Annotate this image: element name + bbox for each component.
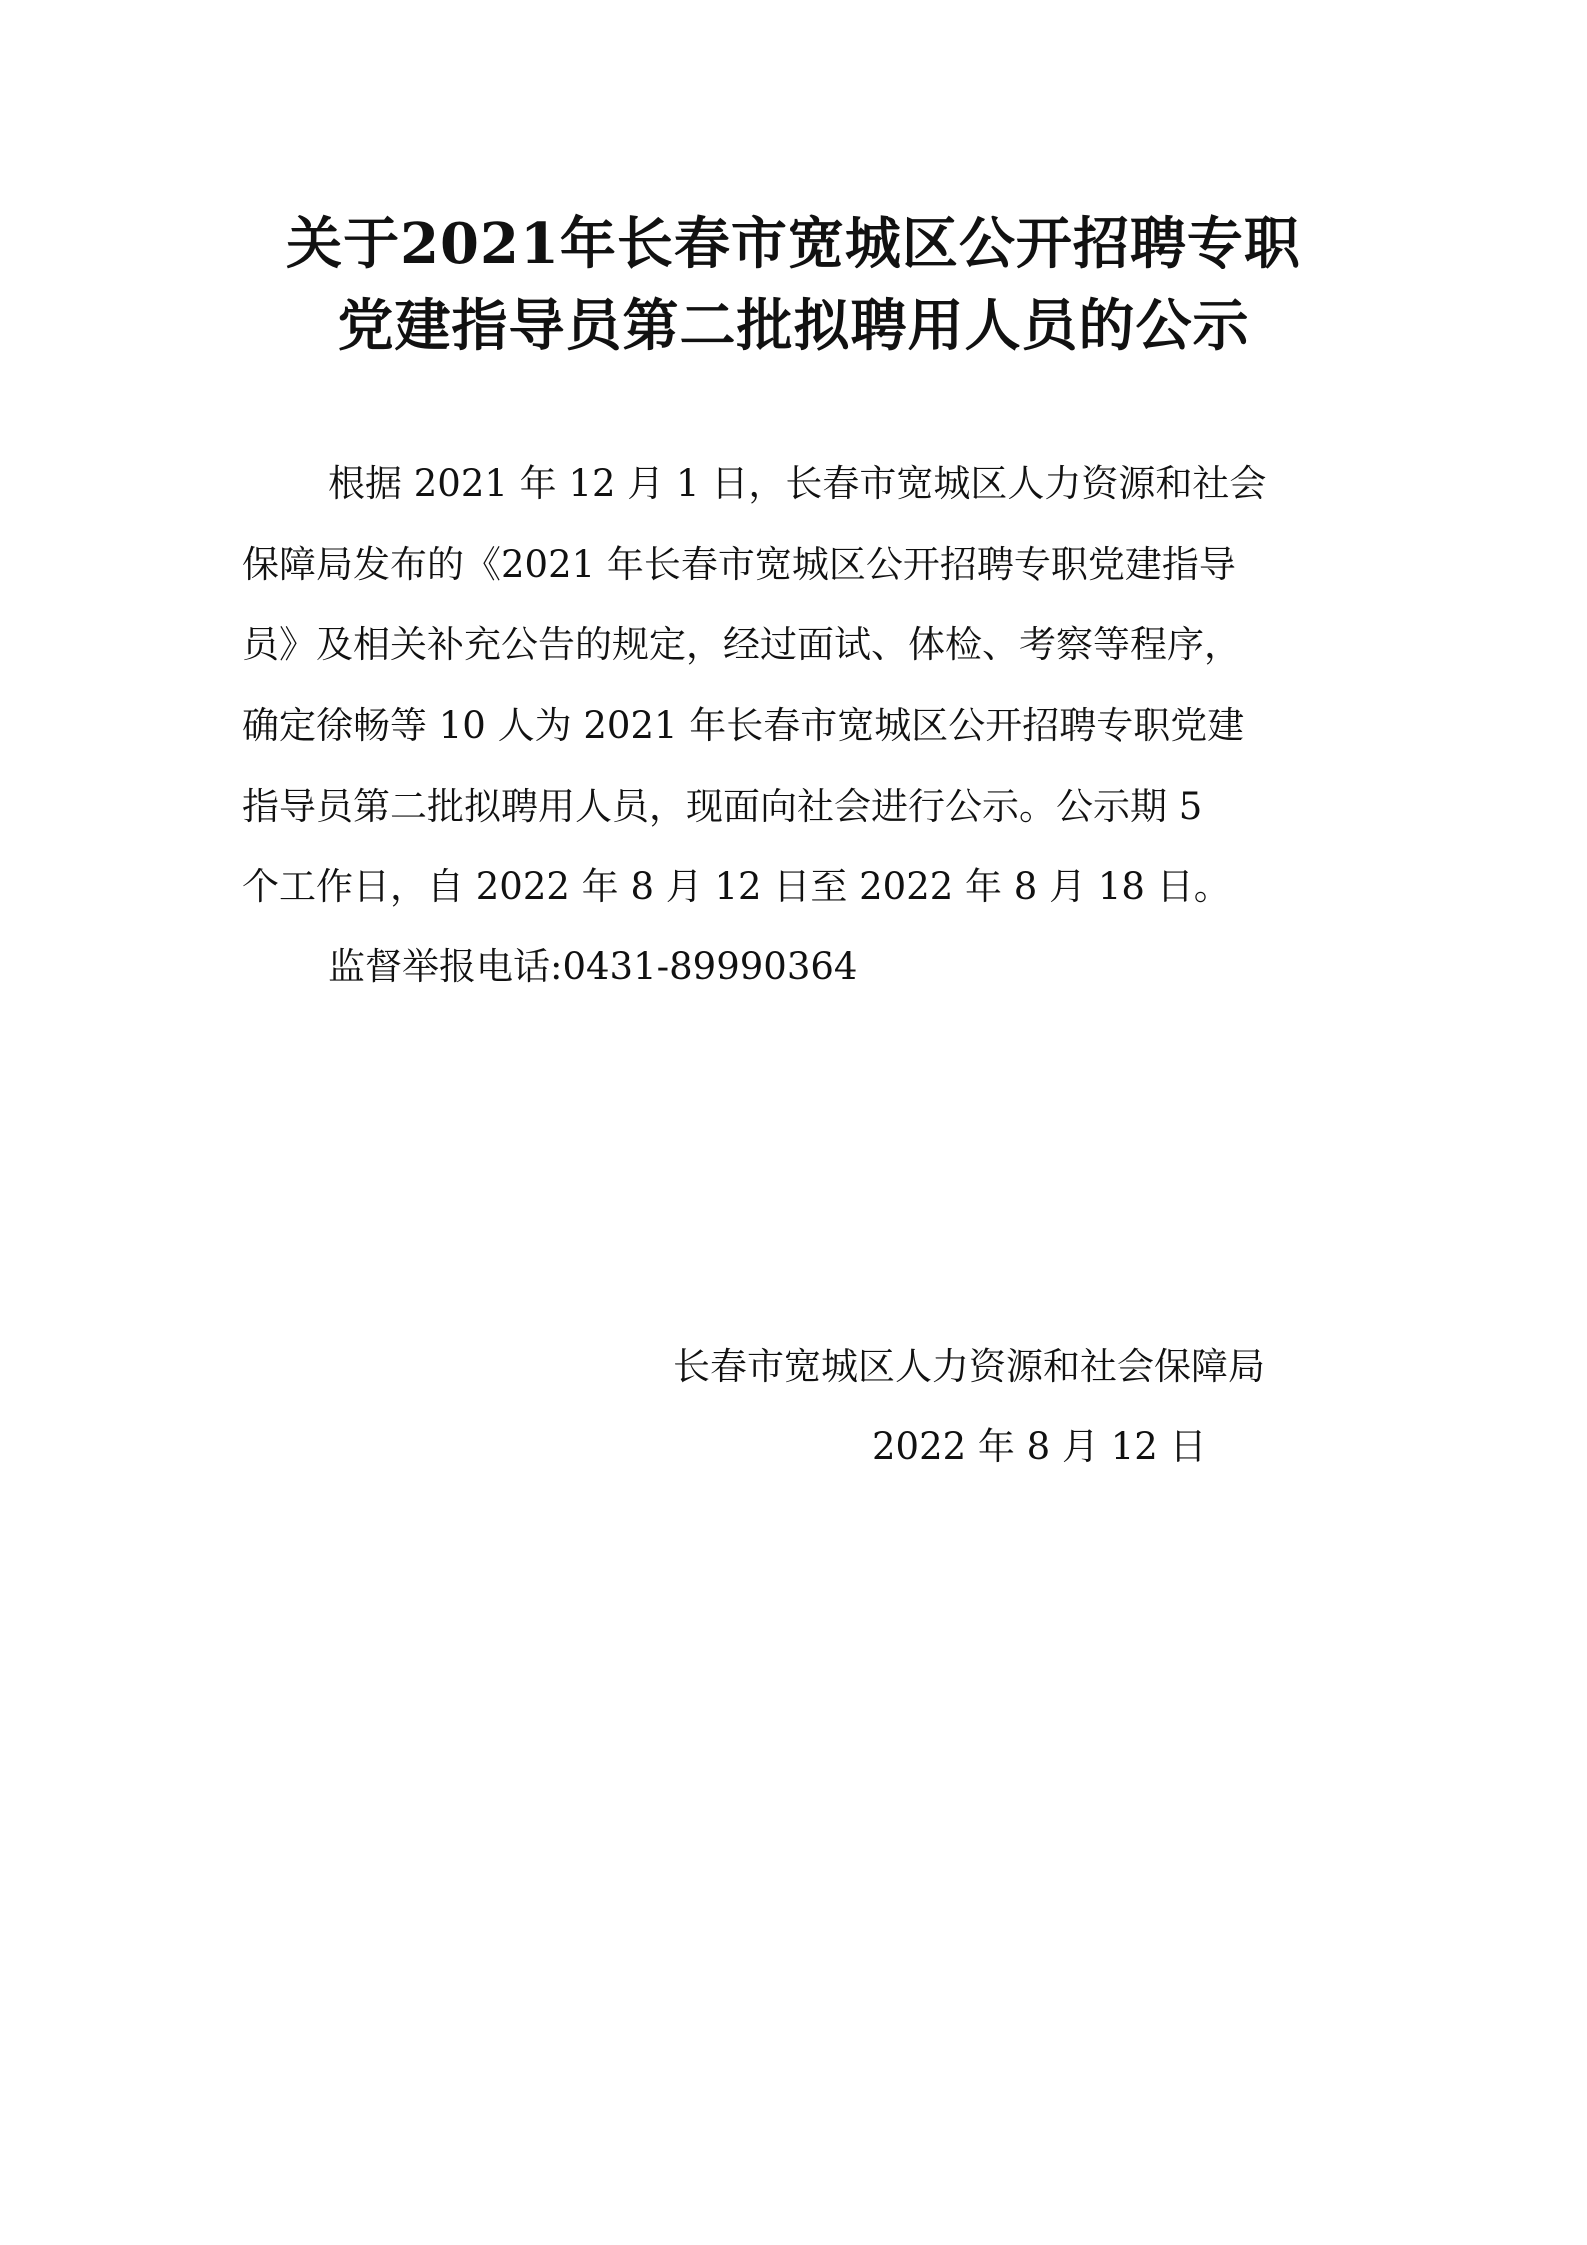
- hotline-text: 监督举报电话:0431-89990364: [328, 945, 858, 988]
- paragraph-line: 根据 2021 年 12 月 1 日，长春市宽城区人力资源和社会: [328, 462, 1267, 505]
- paragraph-line: 指导员第二批拟聘用人员，现面向社会进行公示。公示期 5: [242, 785, 1203, 828]
- signature-date: 2022 年 8 月 12 日: [872, 1425, 1207, 1468]
- paragraph-line: 保障局发布的《2021 年长春市宽城区公开招聘专职党建指导: [242, 543, 1236, 586]
- paragraph-line: 员》及相关补充公告的规定，经过面试、体检、考察等程序，: [242, 623, 1241, 666]
- signature-organization: 长春市宽城区人力资源和社会保障局: [673, 1345, 1265, 1388]
- paragraph-line: 个工作日，自 2022 年 8 月 12 日至 2022 年 8 月 18 日。: [242, 865, 1231, 908]
- document-title-line-1: 关于2021年长春市宽城区公开招聘专职: [286, 211, 1301, 277]
- paragraph-line: 确定徐畅等 10 人为 2021 年长春市宽城区公开招聘专职党建: [242, 704, 1245, 747]
- document-title-line-2: 党建指导员第二批拟聘用人员的公示: [337, 293, 1250, 359]
